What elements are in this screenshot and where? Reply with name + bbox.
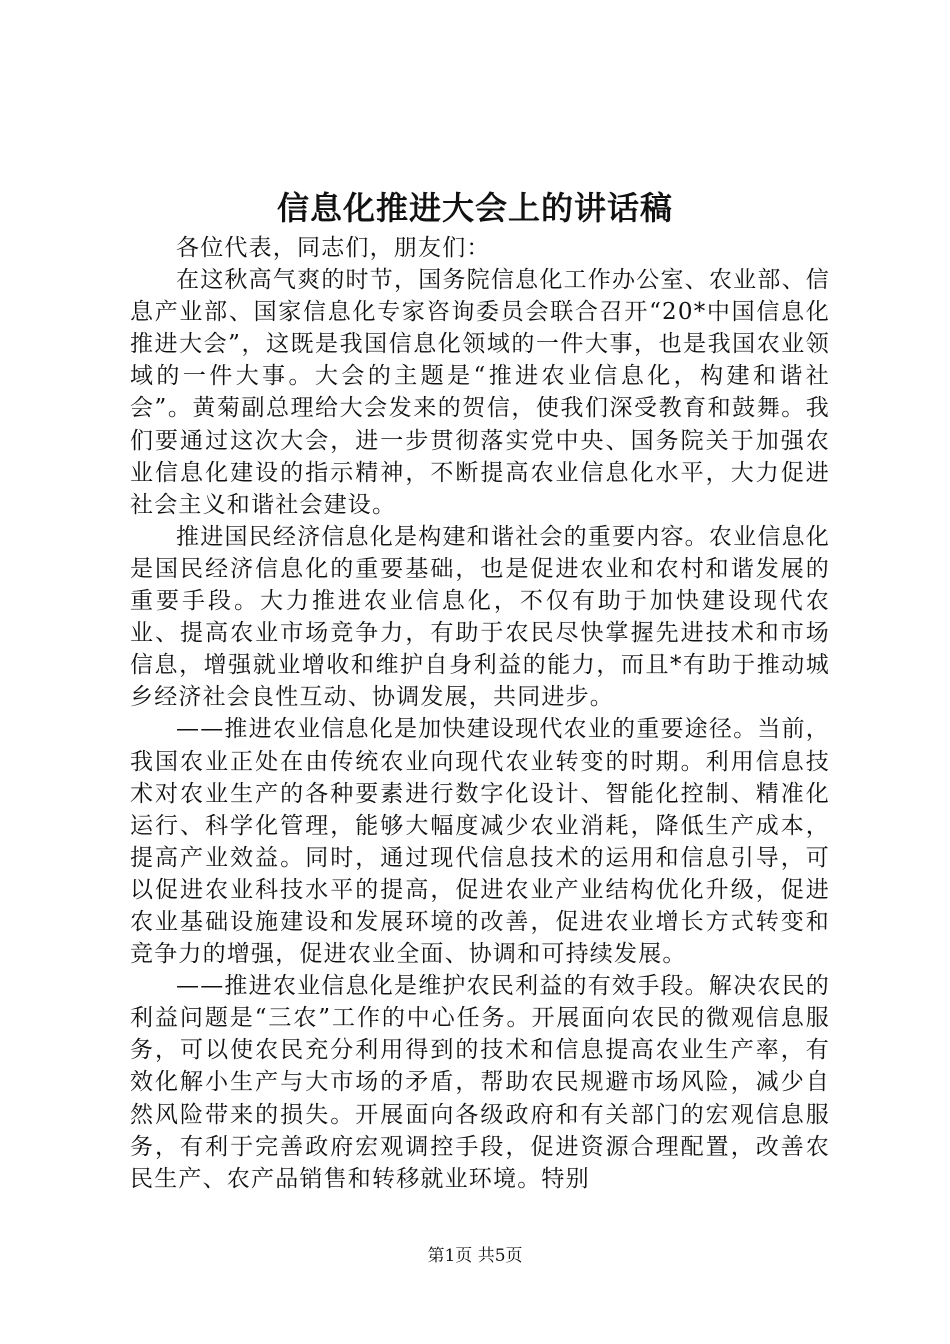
document-body bbox=[130, 232, 830, 1195]
page-number-footer: 第1页 共5页 bbox=[427, 1246, 523, 1266]
body-paragraph: 推进国民经济信息化是构建和谐社会的重要内容。农业信息化是国民经济信息化的重要基础，也是促进农业和农村和谐发展的重要手段。大力推进农业信息化，不仅有助于加快建设现代农业、提高农业市场竞争力，有助于农民尽快掌握先进技术和市场信息，增强就业增收和维护自身利益的能力，而且*有助于推动城乡经济社会良性互动、协调发展，共同进步。 bbox=[130, 523, 830, 711]
document-title: 信息化推进大会上的讲话稿 bbox=[276, 189, 673, 227]
body-paragraph: ——推进农业信息化是加快建设现代农业的重要途径。当前，我国农业正处在由传统农业向现代农业转变的时期。利用信息技术对农业生产的各种要素进行数字化设计、智能化控制、精准化运行、科学化管理，能够大幅度减少农业消耗，降低生产成本，提高产业效益。同时，通过现代信息技术的运用和信息引导，可以促进农业科技水平的提高，促进农业产业结构优化升级，促进农业基础设施建设和发展环境的改善，促进农业增长方式转变和竞争力的增强，促进农业全面、协调和可持续发展。 bbox=[130, 716, 830, 968]
body-paragraph: ——推进农业信息化是维护农民利益的有效手段。解决农民的利益问题是“三农”工作的中心任务。开展面向农民的微观信息服务，可以使农民充分利用得到的技术和信息提高农业生产率，有效化解小生产与大市场的矛盾，帮助农民规避市场风险，减少自然风险带来的损失。开展面向各级政府和有关部门的宏观信息服务，有利于完善政府宏观调控手段，促进资源合理配置，改善农民生产、农产品销售和转移就业环境。特别 bbox=[130, 973, 830, 1192]
body-paragraph: 在这秋高气爽的时节，国务院信息化工作办公室、农业部、信息产业部、国家信息化专家咨询委员会联合召开“20*中国信息化推进大会”，这既是我国信息化领域的一件大事，也是我国农业领域的一件大事。大会的主题是“推进农业信息化，构建和谐社会”。黄菊副总理给大会发来的贺信，使我们深受教育和鼓舞。我们要通过这次大会，进一步贯彻落实党中央、国务院关于加强农业信息化建设的指示精神，不断提高农业信息化水平，大力促进社会主义和谐社会建设。 bbox=[130, 267, 830, 518]
salutation-paragraph: 各位代表，同志们，朋友们： bbox=[176, 235, 491, 261]
